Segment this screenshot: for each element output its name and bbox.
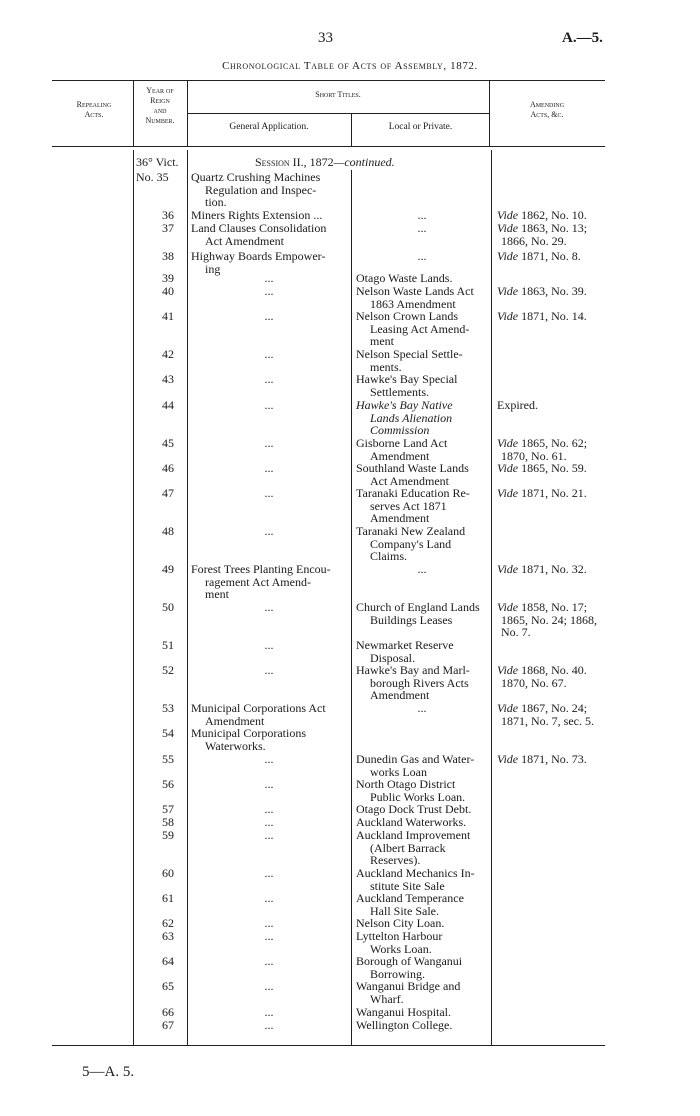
local-title	[356, 437, 488, 462]
rule-col-year	[133, 150, 134, 1045]
amending-ref-line: Vide 1865, No. 62;	[497, 436, 588, 450]
rule-col-local	[351, 170, 352, 1045]
amending-ref	[497, 753, 619, 766]
session-heading: Session II., 1872—continued.	[255, 155, 395, 169]
local-empty: ...	[417, 249, 427, 263]
local-title-line: Nelson Crown Lands	[356, 309, 458, 323]
local-title-line: ment	[370, 334, 394, 348]
general-title	[191, 727, 347, 752]
act-number: 54	[162, 726, 174, 740]
local-title-line: Auckland Improvement	[356, 828, 471, 842]
general-empty: ...	[264, 398, 274, 412]
general-empty: ...	[264, 916, 274, 930]
local-title	[356, 892, 488, 917]
general-empty: ...	[264, 600, 274, 614]
act-number: 67	[162, 1018, 174, 1032]
act-number: 63	[162, 929, 174, 943]
general-title-line: Act Amendment	[205, 233, 284, 248]
general-empty: ...	[264, 1005, 274, 1019]
local-title	[356, 601, 488, 626]
amending-ref	[497, 399, 619, 412]
amending-ref-line: Vide 1858, No. 17;	[497, 600, 588, 614]
amending-ref	[497, 563, 619, 576]
local-title	[356, 348, 488, 373]
amending-ref	[497, 222, 619, 247]
amending-ref-line: Expired.	[497, 398, 538, 412]
local-title	[356, 930, 488, 955]
local-title-line: Buildings Leases	[370, 612, 453, 627]
local-title-line: Nelson Waste Lands Act	[356, 284, 474, 298]
general-empty: ...	[264, 461, 274, 475]
local-title	[356, 955, 488, 980]
header-short-titles: Short Titles.	[315, 90, 361, 99]
general-title	[191, 222, 347, 247]
amending-ref	[497, 437, 619, 462]
local-title	[356, 272, 488, 285]
amending-ref-line: Vide 1865, No. 59.	[497, 461, 587, 475]
local-title-line: Nelson Special Settle-	[356, 347, 463, 361]
act-number: 53	[162, 701, 174, 715]
general-empty: ...	[264, 436, 274, 450]
local-title	[356, 917, 488, 930]
local-title-line: Amendment	[370, 448, 430, 463]
header-general: General Application.	[229, 122, 309, 132]
rule-col-amend	[491, 150, 492, 1045]
local-title	[356, 778, 488, 803]
general-title-line: Quartz Crushing Machines	[191, 170, 321, 184]
general-empty: ...	[264, 486, 274, 500]
act-number: 59	[162, 828, 174, 842]
amending-ref-line: Vide 1868, No. 40.	[497, 663, 587, 677]
general-empty: ...	[264, 979, 274, 993]
general-empty: ...	[264, 1018, 274, 1032]
act-number: 45	[162, 436, 174, 450]
local-title-line: Company's Land	[370, 536, 452, 551]
local-title	[356, 639, 488, 664]
general-title-line: Highway Boards Empower-	[191, 249, 326, 263]
local-title-line: Auckland Mechanics In-	[356, 866, 475, 880]
general-title-line: ragement Act Amend-	[205, 574, 311, 589]
regnal-year: 36° Vict.	[136, 155, 179, 169]
act-number: 66	[162, 1005, 174, 1019]
local-title-line: Lands Alienation	[370, 410, 453, 425]
local-title-line: Wharf.	[370, 991, 404, 1006]
amending-ref-line: Vide 1863, No. 39.	[497, 284, 587, 298]
general-title-line: ment	[205, 587, 229, 601]
rule-bottom	[52, 1045, 605, 1046]
act-number: 57	[162, 802, 174, 816]
local-title-line: works Loan	[370, 764, 427, 779]
amending-ref	[497, 487, 619, 500]
local-title	[356, 753, 488, 778]
act-number: 52	[162, 663, 174, 677]
local-title-line: Claims.	[370, 549, 408, 563]
amending-ref-line: Vide 1871, No. 14.	[497, 309, 587, 323]
local-empty: ...	[417, 701, 427, 715]
local-title-line: borough Rivers Acts	[370, 675, 469, 690]
rule-header-bottom	[52, 146, 605, 147]
general-empty: ...	[264, 866, 274, 880]
general-empty: ...	[264, 347, 274, 361]
general-empty: ...	[264, 271, 274, 285]
local-title-line: Wanganui Bridge and	[356, 979, 461, 993]
local-title-line: Otago Waste Lands.	[356, 271, 453, 285]
general-empty: ...	[264, 815, 274, 829]
general-title-line: Amendment	[205, 713, 265, 728]
local-title-line: Church of England Lands	[356, 600, 480, 614]
local-title	[356, 462, 488, 487]
local-empty: ...	[417, 208, 427, 222]
local-title-line: Wellington College.	[356, 1018, 453, 1032]
local-title-line: Southland Waste Lands	[356, 461, 469, 475]
footer-reference: 5—A. 5.	[82, 1064, 135, 1080]
general-title-line: Land Clauses Consolidation	[191, 221, 327, 235]
local-title-line: Settlements.	[370, 384, 429, 399]
header-year: Year of Reign and Number.	[145, 86, 175, 125]
act-number: 37	[162, 221, 174, 235]
local-title-line: serves Act 1871	[370, 498, 447, 513]
amending-ref-line: Vide 1871, No. 8.	[497, 249, 581, 263]
header-local: Local or Private.	[388, 122, 453, 132]
act-number: 64	[162, 954, 174, 968]
amending-ref	[497, 702, 619, 727]
amending-ref-line: Vide 1867, No. 24;	[497, 701, 588, 715]
amending-ref-line: Vide 1871, No. 73.	[497, 752, 587, 766]
local-title	[356, 829, 488, 867]
act-number: 42	[162, 347, 174, 361]
general-empty: ...	[264, 309, 274, 323]
local-title	[356, 373, 488, 398]
page-number: 33	[318, 30, 333, 46]
local-title-line: Hawke's Bay Special	[356, 372, 458, 386]
amending-ref-line: 1871, No. 7, sec. 5.	[501, 713, 594, 728]
local-title	[356, 1006, 488, 1019]
local-title-line: Hall Site Sale.	[370, 903, 439, 918]
general-title-line: Municipal Corporations	[191, 726, 306, 740]
local-title-line: Nelson City Loan.	[356, 916, 445, 930]
local-title	[356, 399, 488, 437]
local-title-line: stitute Site Sale	[370, 878, 445, 893]
local-title-line: Amendment	[370, 688, 430, 702]
general-title-line: Regulation and Inspec-	[205, 182, 317, 197]
rule-subheader	[187, 113, 489, 114]
act-number: 40	[162, 284, 174, 298]
amending-ref-line: 1870, No. 61.	[501, 448, 567, 463]
amending-ref-line: Vide 1862, No. 10.	[497, 208, 587, 222]
local-title-line: Taranaki Education Re-	[356, 486, 470, 500]
general-empty: ...	[264, 752, 274, 766]
general-title	[191, 171, 347, 209]
act-number: 49	[162, 562, 174, 576]
amending-ref	[497, 250, 619, 263]
local-title-line: Hawke's Bay and Marl-	[356, 663, 470, 677]
amending-ref-line: 1870, No. 67.	[501, 675, 567, 690]
local-title-line: Disposal.	[370, 650, 415, 665]
act-number: 61	[162, 891, 174, 905]
amending-ref-line: Vide 1863, No. 13;	[497, 221, 588, 235]
general-empty: ...	[264, 777, 274, 791]
amending-ref	[497, 462, 619, 475]
rule-top	[52, 80, 605, 81]
act-number: 51	[162, 638, 174, 652]
local-title	[356, 1019, 488, 1032]
general-title-line: Waterworks.	[205, 738, 266, 753]
local-title	[356, 803, 488, 816]
act-number: 50	[162, 600, 174, 614]
act-number: 46	[162, 461, 174, 475]
local-title-line: Act Amendment	[370, 473, 449, 488]
header-amending: Amending Acts, &c.	[529, 100, 565, 119]
general-title-line: Forest Trees Planting Encou-	[191, 562, 331, 576]
amending-ref	[497, 601, 619, 639]
act-number: 38	[162, 249, 174, 263]
local-title-line: Otago Dock Trust Debt.	[356, 802, 472, 816]
local-title-line: Amendment	[370, 511, 430, 525]
amending-ref-line: Vide 1871, No. 32.	[497, 562, 587, 576]
act-number: 55	[162, 752, 174, 766]
local-title	[356, 310, 488, 348]
amending-ref-line: 1866, No. 29.	[501, 233, 567, 248]
general-empty: ...	[264, 891, 274, 905]
local-title-line: Newmarket Reserve	[356, 638, 454, 652]
act-number: 56	[162, 777, 174, 791]
local-title-line: Public Works Loan.	[370, 789, 466, 804]
general-empty: ...	[264, 372, 274, 386]
act-number: 47	[162, 486, 174, 500]
general-empty: ...	[264, 638, 274, 652]
amending-ref-line: 1865, No. 24; 1868,	[501, 612, 597, 627]
local-title-line: Gisborne Land Act	[356, 436, 448, 450]
local-title-line: Lyttelton Harbour	[356, 929, 443, 943]
local-title	[356, 816, 488, 829]
local-title	[356, 525, 488, 563]
local-title-line: ments.	[370, 359, 402, 374]
local-title	[356, 285, 488, 310]
act-number: 41	[162, 309, 174, 323]
local-title-line: Borrowing.	[370, 966, 425, 981]
local-title	[356, 487, 488, 525]
amending-ref-line: No. 7.	[501, 625, 531, 639]
act-number: 36	[162, 208, 174, 222]
table-title: Chronological Table of Acts of Assembly, 1872.	[222, 60, 478, 72]
local-title-line: Taranaki New Zealand	[356, 524, 466, 538]
local-title-line: 1863 Amendment	[370, 296, 456, 311]
general-empty: ...	[264, 284, 274, 298]
act-number: 60	[162, 866, 174, 880]
general-title-line: tion.	[205, 195, 227, 209]
general-title-line: Municipal Corporations Act	[191, 701, 326, 715]
amending-ref	[497, 664, 619, 689]
local-empty: ...	[417, 221, 427, 235]
local-title-line: Auckland Waterworks.	[356, 815, 467, 829]
general-empty: ...	[264, 828, 274, 842]
general-empty: ...	[264, 524, 274, 538]
general-title-line: Miners Rights Extension ...	[191, 208, 323, 222]
local-title	[356, 980, 488, 1005]
document-reference: A.—5.	[562, 30, 603, 46]
amending-ref-line: Vide 1871, No. 21.	[497, 486, 587, 500]
local-title	[356, 867, 488, 892]
local-title-line: Hawke's Bay Native	[356, 398, 453, 412]
act-number: 58	[162, 815, 174, 829]
act-number: 65	[162, 979, 174, 993]
amending-ref	[497, 285, 619, 298]
general-title	[191, 563, 347, 601]
local-title-line: Borough of Wanganui	[356, 954, 463, 968]
local-empty: ...	[417, 562, 427, 576]
general-empty: ...	[264, 663, 274, 677]
act-number: 39	[162, 271, 174, 285]
act-number: 62	[162, 916, 174, 930]
local-title-line: Wanganui Hospital.	[356, 1005, 452, 1019]
general-empty: ...	[264, 954, 274, 968]
local-title-line: Works Loan.	[370, 941, 432, 956]
general-title	[191, 209, 347, 222]
general-empty: ...	[264, 802, 274, 816]
local-title-line: Commission	[370, 423, 430, 437]
act-number: 44	[162, 398, 174, 412]
local-title-line: North Otago District	[356, 777, 456, 791]
general-title-line: ing	[205, 261, 221, 276]
local-title	[356, 664, 488, 702]
rule-col-general	[187, 150, 188, 1045]
local-title-line: Dunedin Gas and Water-	[356, 752, 475, 766]
local-title-line: (Albert Barrack	[370, 840, 446, 855]
act-number: 48	[162, 524, 174, 538]
local-title-line: Leasing Act Amend-	[370, 321, 470, 336]
act-number: 43	[162, 372, 174, 386]
amending-ref	[497, 310, 619, 323]
act-number: No. 35	[136, 170, 169, 184]
general-empty: ...	[264, 929, 274, 943]
header-repealing: Repealing Acts.	[76, 100, 112, 119]
general-title	[191, 702, 347, 727]
local-title-line: Auckland Temperance	[356, 891, 464, 905]
local-title-line: Reserves).	[370, 853, 421, 867]
amending-ref	[497, 209, 619, 222]
